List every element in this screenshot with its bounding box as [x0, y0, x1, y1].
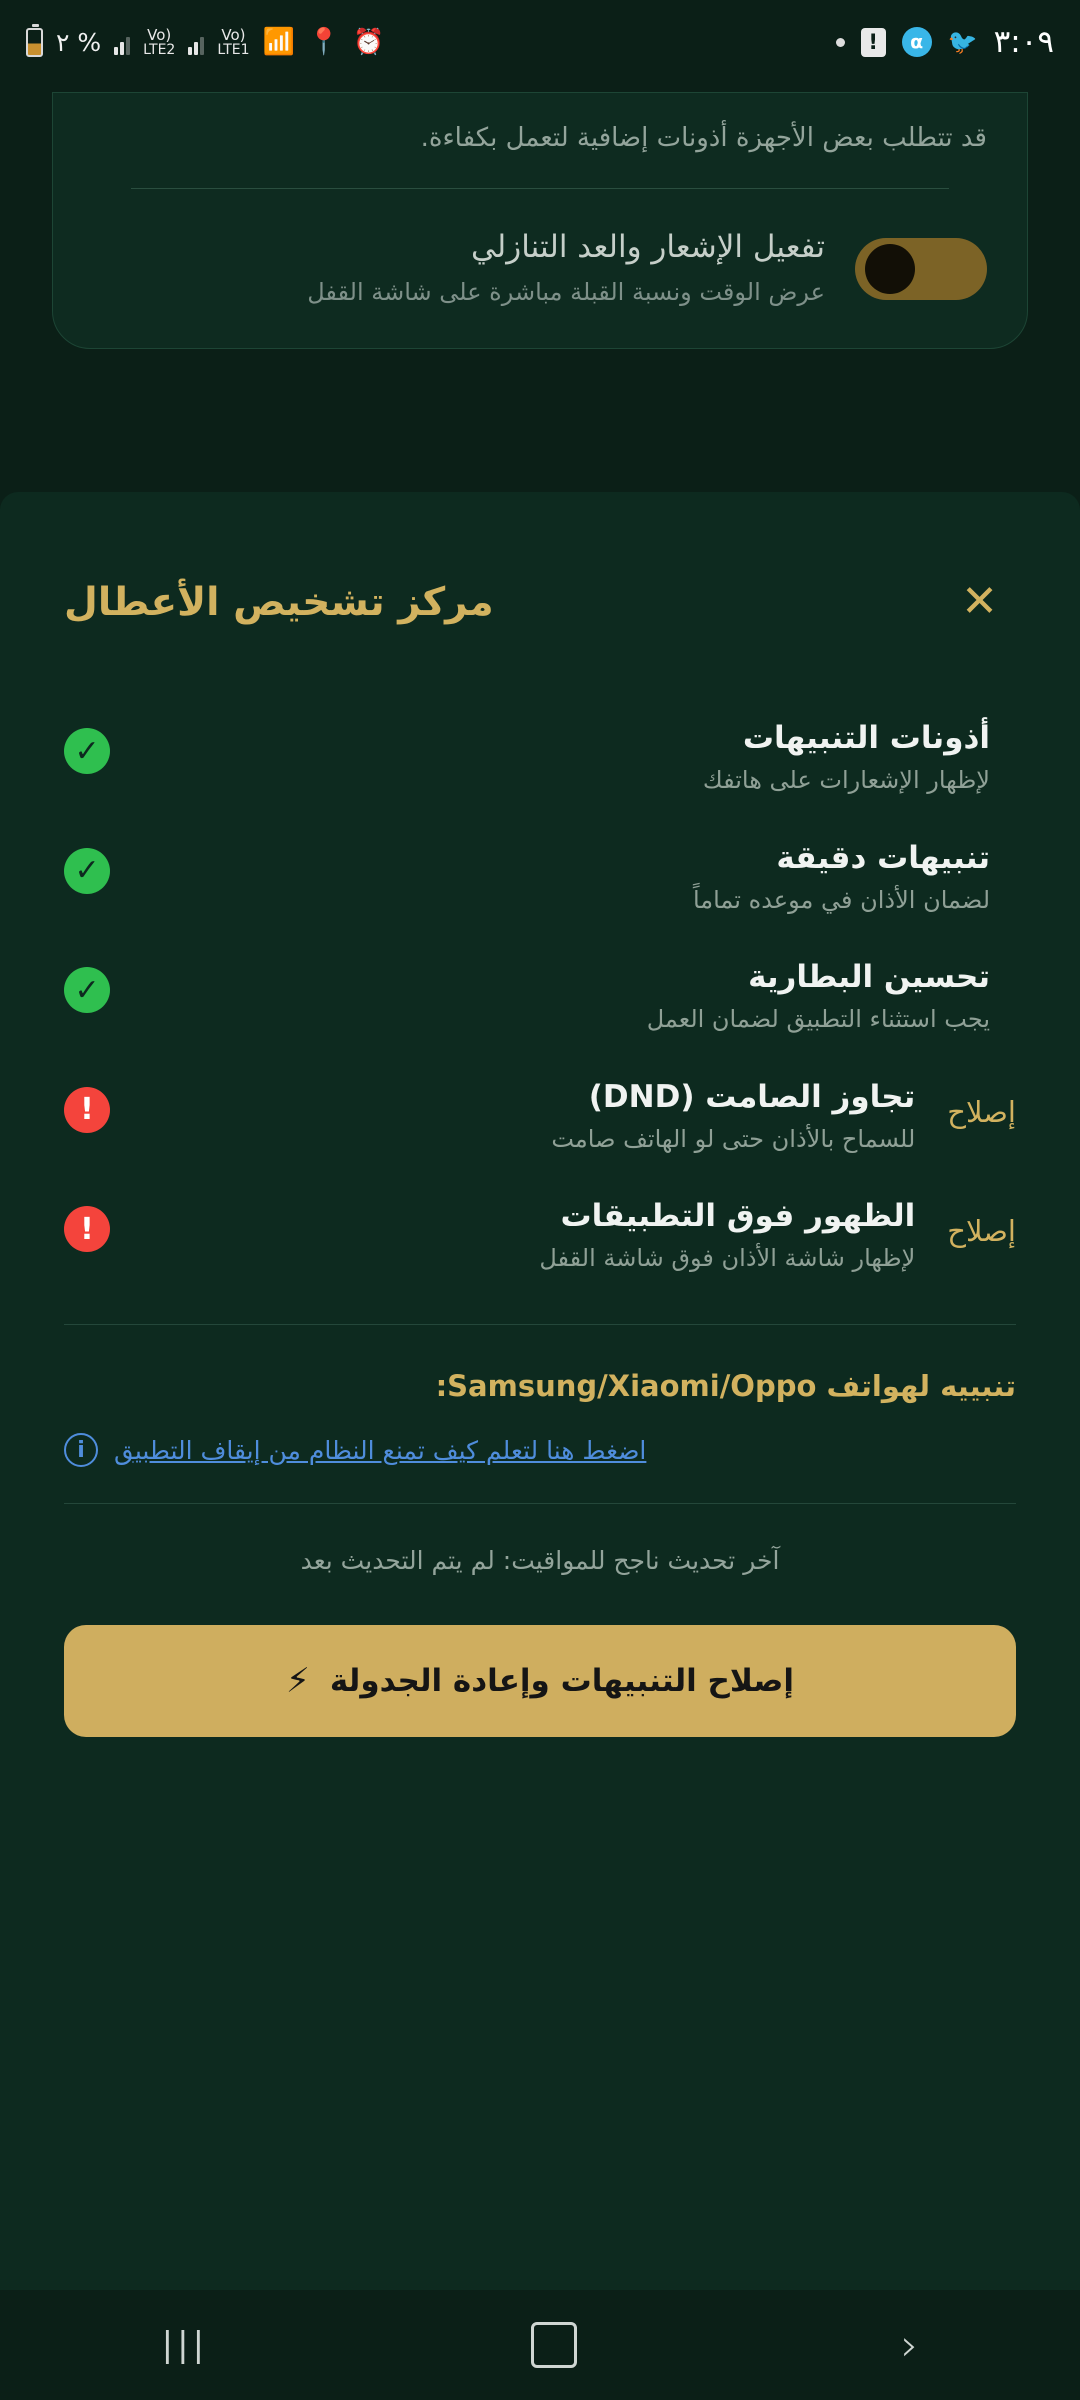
fix-button-overlay[interactable]: إصلاح [947, 1214, 1016, 1249]
home-icon[interactable] [531, 2322, 577, 2368]
check-texts [136, 1198, 915, 1276]
status-bar-clock: ٣:٠٩ [993, 24, 1054, 60]
volte-sim1-top-label: Vo) [221, 25, 246, 44]
bird-icon: 🐦 [947, 28, 978, 56]
check-row [64, 820, 1016, 940]
permissions-card-lead-text: قد تتطلب بعض الأجهزة أذونات إضافية لتعمل بكفاءة. [420, 123, 987, 153]
check-subtitle: لإظهار شاشة الأذان فوق شاشة القفل [539, 1244, 916, 1273]
status-bar-right [836, 24, 1054, 60]
status-ok-icon: ✓ [64, 728, 110, 774]
section-divider-top [64, 1324, 1016, 1325]
volte-sim2-top-label: Vo) [147, 25, 172, 44]
volte-sim1-bottom-label: LTE1 [217, 41, 250, 58]
check-title: الظهور فوق التطبيقات [560, 1198, 916, 1235]
bolt-icon: ⚡ [286, 1661, 310, 1702]
permissions-card [52, 92, 1028, 349]
status-bar-left [26, 27, 384, 57]
check-row [64, 700, 1016, 820]
notification-countdown-texts [93, 229, 825, 310]
check-subtitle: لضمان الأذان في موعده تماماً [692, 885, 990, 914]
check-row [64, 939, 1016, 1059]
check-subtitle: للسماح بالأذان حتى لو الهاتف صامت [551, 1124, 916, 1153]
check-title: تجاوز الصامت (DND) [588, 1078, 916, 1115]
notification-countdown-toggle[interactable] [855, 238, 987, 300]
status-error-icon: ! [64, 1087, 110, 1133]
app-circle-icon: α [902, 27, 932, 57]
battery-icon [26, 28, 43, 57]
check-title: أذونات التنبيهات [742, 720, 990, 756]
notification-dot-icon [836, 38, 845, 47]
diagnostics-sheet [0, 492, 1080, 2400]
check-row [64, 1178, 1016, 1298]
check-texts [136, 1079, 915, 1157]
check-texts [136, 959, 990, 1037]
warning-badge-icon: ! [861, 28, 886, 57]
notification-countdown-title: تفعيل الإشعار والعد التنازلي [470, 229, 825, 265]
check-title: تحسين البطارية [748, 959, 990, 996]
check-texts [136, 720, 990, 798]
card-divider [131, 188, 949, 189]
oem-note-link[interactable]: اضغط هنا لتعلم كيف تمنع النظام من إيقاف التطبيق [114, 1435, 647, 1465]
toggle-knob [865, 244, 915, 294]
close-icon[interactable]: ✕ [961, 576, 998, 627]
signal-bars-sim2-icon [114, 29, 130, 55]
check-subtitle: لإظهار الإشعارات على هاتفك [702, 766, 990, 794]
info-icon: i [64, 1433, 98, 1467]
diagnostics-check-list [64, 700, 1016, 1298]
system-nav-bar [0, 2290, 1080, 2400]
oem-note-link-row[interactable] [64, 1433, 1016, 1467]
location-pin-icon: 📍 [307, 27, 341, 57]
volte-sim2-icon [143, 25, 176, 58]
volte-sim2-bottom-label: LTE2 [143, 41, 176, 58]
oem-note-title: تنبييه لهواتف Samsung/Xiaomi/Oppo: [435, 1368, 1016, 1403]
signal-bars-sim1-icon [188, 29, 204, 55]
check-subtitle: يجب استثناء التطبيق لضمان العمل [646, 1005, 990, 1034]
status-ok-icon: ✓ [64, 967, 110, 1013]
status-bar [0, 0, 1080, 84]
alarm-clock-icon: ⏰ [353, 27, 385, 56]
battery-percent-label: ٢ % [56, 27, 102, 57]
fix-button-dnd[interactable]: إصلاح [947, 1094, 1016, 1129]
last-sync-status: آخر تحديث ناجح للمواقيت: لم يتم التحديث بعد [300, 1546, 780, 1576]
wifi-icon: 📶 [262, 27, 295, 57]
status-error-icon: ! [64, 1206, 110, 1252]
fix-notifications-button[interactable] [64, 1625, 1016, 1737]
check-texts [136, 840, 990, 918]
check-title: تنبيهات دقيقة [776, 839, 990, 876]
diagnostics-title: مركز تشخيص الأعطال [64, 579, 494, 625]
back-icon[interactable]: › [900, 2319, 919, 2371]
recents-icon[interactable]: ||| [161, 2325, 209, 2365]
diagnostics-header [64, 492, 1016, 634]
section-divider-bottom [64, 1503, 1016, 1504]
fix-notifications-label: إصلاح التنبيهات وإعادة الجدولة [329, 1663, 794, 1700]
notification-countdown-subtitle: عرض الوقت ونسبة القبلة مباشرة على شاشة القفل [307, 278, 825, 306]
notification-countdown-row[interactable] [93, 229, 987, 310]
status-ok-icon: ✓ [64, 848, 110, 894]
volte-sim1-icon [217, 25, 250, 58]
check-row [64, 1059, 1016, 1179]
